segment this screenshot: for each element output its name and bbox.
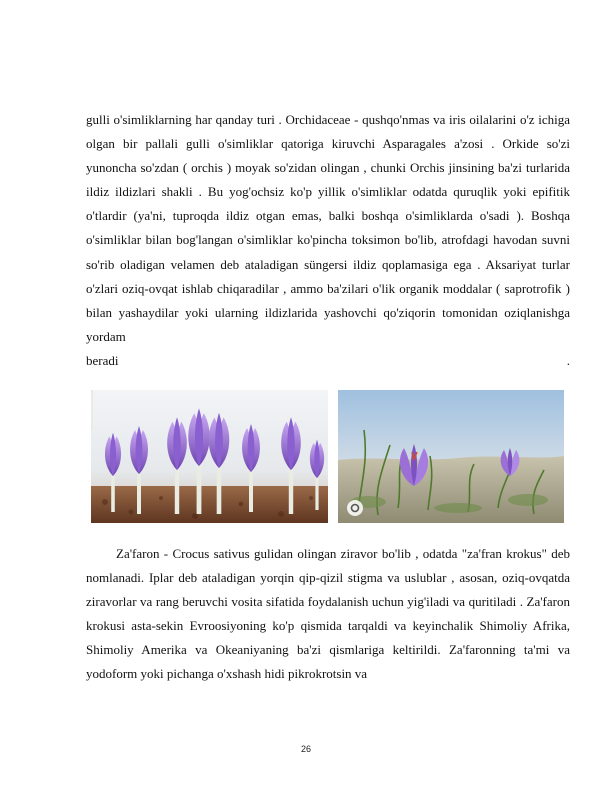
paragraph-orchids-last-word: beradi (86, 352, 119, 368)
crocus-meadow-illustration (338, 390, 564, 523)
paragraph-saffron (86, 542, 570, 687)
paragraph-saffron-body: Za'faron - Crocus sativus gulidan olingan ziravor bo'lib , odatda "za'fran krokus" deb nomlanadi. Iplar deb ataladigan yorqin qip-qizil stigma va uslublar , asosan, oziq-ovqatda ziravorlar va rang beruvchi vosita sifatida foydalanish uchun yig'iladi va quritiladi . Za'faron krokusi asta-sekin Evroosiyoning ko'p qismida tarqaldi va keyinchalik Shimoliy Afrika, Shimoliy Amerika va Okeaniyaning ba'zi qismlariga keltirildi. Za'faronning ta'mi va yodoform yoki pichanga o'xshash hidi pikrokrotsin va (86, 546, 570, 682)
paragraph-orchids (86, 108, 570, 373)
paragraph-orchids-text: gulli o'simliklarning har qanday turi . Orchidaceae - qushqo'nmas va iris oilalarini o'z ichiga olgan bir pallali gulli o'simliklar qatoriga kiruvchi Asparagales a'zosi . Orkide so'zi yunoncha so'zdan ( orchis ) moyak so'zidan olingan , chunki Orchis jinsining ba'zi turlarida ildiz ildizlari shakli . Bu yog'ochsiz ko'p yillik o'simliklar odatda quruqlik yoki epifitik o'tlardir (ya'ni, tuproqda ildiz otgan emas, balki boshqa o'simliklarda o'sadi ). Boshqa o'simliklar bilan bog'langan o'simliklar ko'pincha toksimon bo'lib, atrofdagi havodan suvni so'rib oladigan velamen deb ataladigan süngersi ildiz qoplamasiga ega . Aksariyat turlar o'zlari oziq-ovqat ishlab chiqaradilar , ammo ba'zilari o'lik organik moddalar ( saprotrofik ) bilan yashaydilar yoki ularning ildizlarida yashovchi qo'ziqorin tomonidan oziqlanishga yordam (86, 112, 570, 344)
crocus-field-photo (91, 390, 328, 523)
paragraph-orchids-end-mark: . (566, 352, 570, 368)
paragraph-saffron-text (86, 542, 570, 687)
crocus-field-illustration (91, 390, 328, 523)
image-overlay-icon (347, 500, 363, 516)
page-number: 26 (300, 744, 311, 754)
crocus-meadow-photo (338, 390, 564, 523)
paragraph-orchids-last-line (86, 349, 570, 373)
